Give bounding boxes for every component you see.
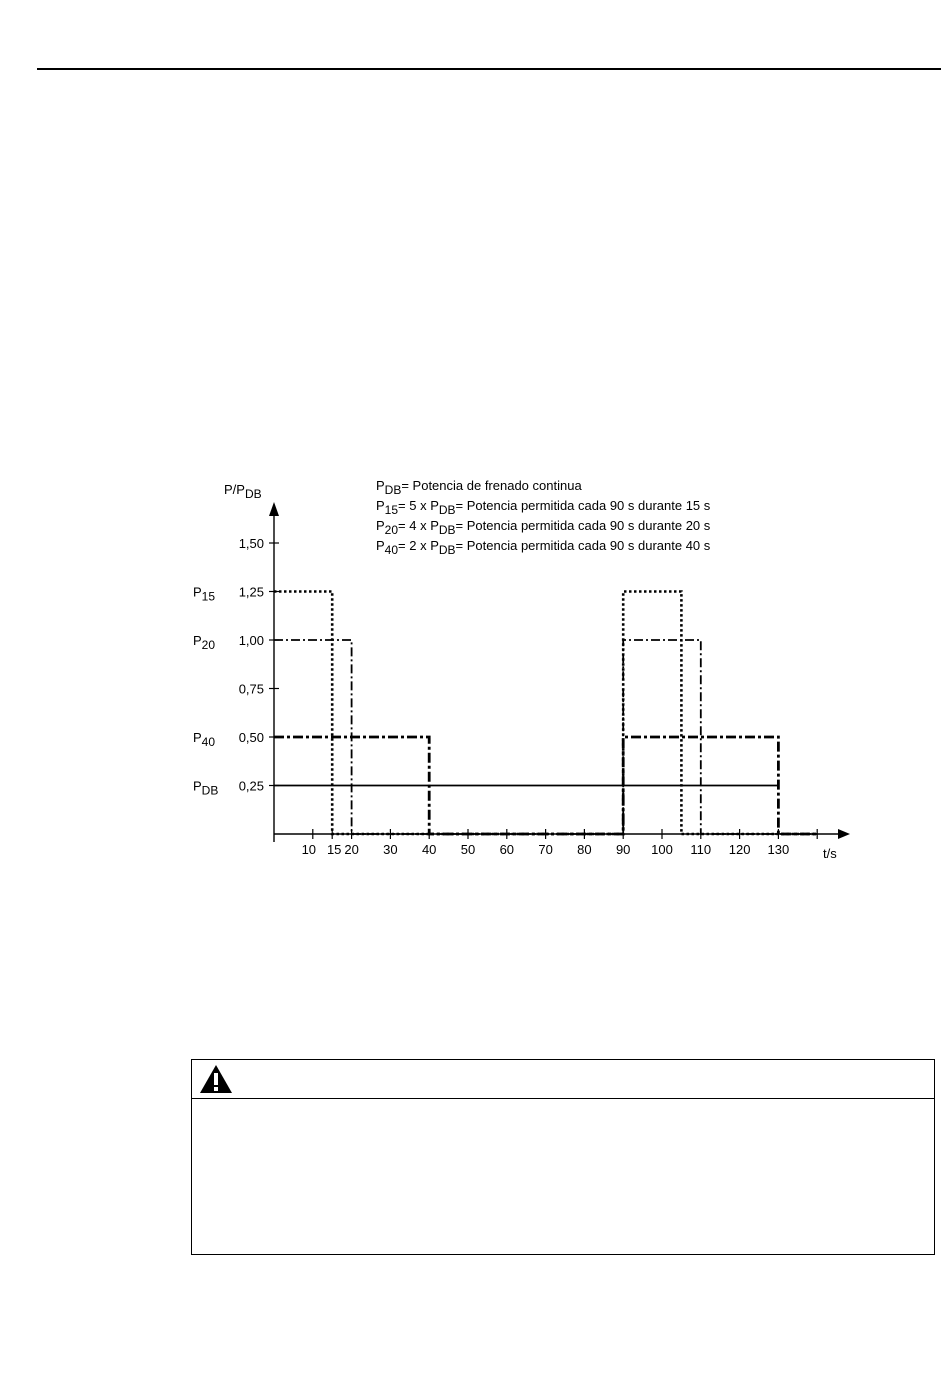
warning-triangle-icon xyxy=(198,1063,234,1095)
y-tick-label: 1,25 xyxy=(238,584,264,600)
legend-entry-40: P40= 2 x PDB= Potencia permitida cada 90 s durante 40 s xyxy=(376,538,711,557)
y-tick-label: 0,25 xyxy=(238,778,264,794)
x-tick-label: 15 xyxy=(326,842,342,857)
x-tick-label: 60 xyxy=(499,842,515,857)
x-tick-label: 10 xyxy=(301,842,317,857)
y-tick-label: 1,00 xyxy=(238,633,264,648)
x-tick-label: 70 xyxy=(538,842,553,857)
chart-legend xyxy=(376,478,711,557)
x-tick-label: 120 xyxy=(728,842,751,857)
level-label-40: P40 xyxy=(193,730,216,749)
legend-entry-15: P15= 5 x PDB= Potencia permitida cada 90 s durante 15 s xyxy=(376,498,711,517)
x-tick-label: 100 xyxy=(651,842,673,857)
y-axis-arrow xyxy=(269,502,279,516)
y-tick-label: 0,75 xyxy=(238,681,264,697)
x-tick-label: 110 xyxy=(690,842,712,857)
y-axis-label: P/PDB xyxy=(224,482,262,501)
warning-box xyxy=(191,1059,935,1255)
x-tick-label: 50 xyxy=(460,842,476,857)
x-tick-label: 20 xyxy=(344,842,359,857)
y-tick-label: 0,50 xyxy=(238,730,264,745)
x-tick-label: 90 xyxy=(615,842,631,857)
legend-entry-20: P20= 4 x PDB= Potencia permitida cada 90 s durante 20 s xyxy=(376,518,711,537)
x-tick-label: 30 xyxy=(383,842,398,857)
level-label-db: PDB xyxy=(193,778,219,798)
x-tick-label: 130 xyxy=(767,842,790,857)
series-p15 xyxy=(274,592,817,835)
warning-header xyxy=(192,1060,934,1099)
x-tick-label: 40 xyxy=(421,842,437,857)
x-axis-label: t/s xyxy=(823,846,837,861)
level-label-20: P20 xyxy=(193,633,216,652)
legend-entry-db: PDB= Potencia de frenado continua xyxy=(376,478,582,497)
chart-series xyxy=(274,592,817,835)
level-label-15: P15 xyxy=(193,584,216,604)
y-tick-label: 1,50 xyxy=(238,536,264,551)
x-axis-arrow xyxy=(838,829,850,839)
x-tick-label: 80 xyxy=(577,842,592,857)
